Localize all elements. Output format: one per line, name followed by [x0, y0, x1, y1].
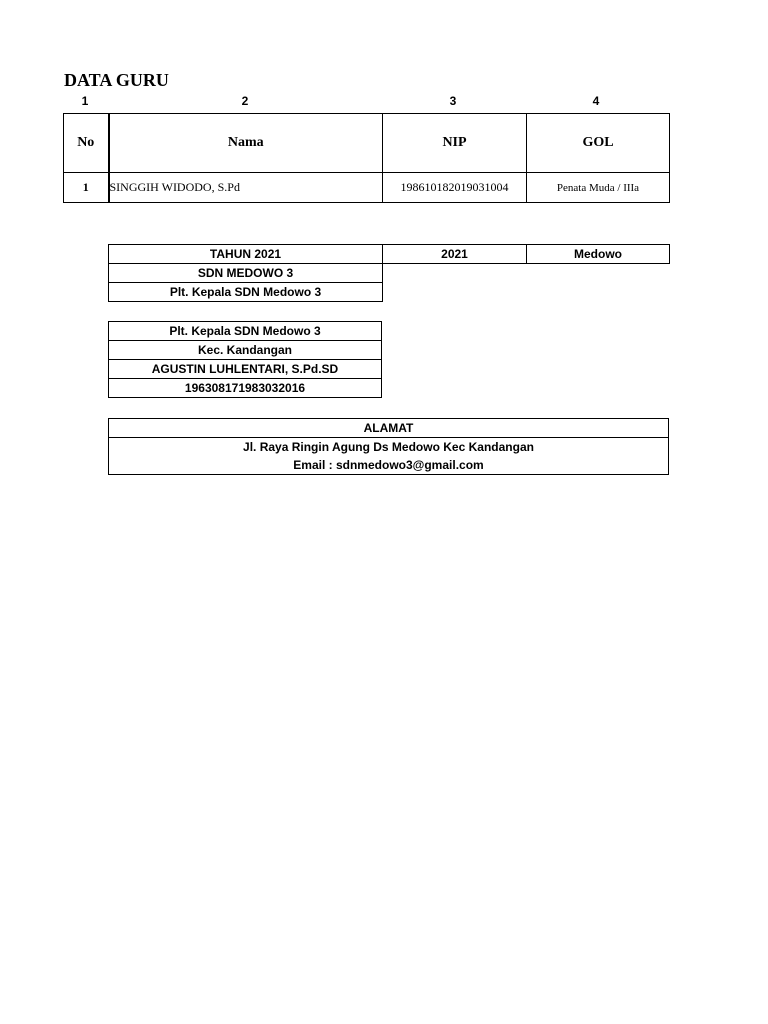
address-header: ALAMAT: [109, 419, 669, 438]
blank-cell: [383, 283, 670, 302]
email-line: Email : sdnmedowo3@gmail.com: [109, 456, 669, 475]
column-number-3: 3: [449, 94, 457, 108]
cell-nama: SINGGIH WIDODO, S.Pd: [109, 173, 383, 203]
header-nip: NIP: [383, 114, 527, 173]
column-number-2: 2: [241, 94, 249, 108]
blank-cell: [383, 264, 670, 283]
teacher-table-header: [64, 114, 670, 173]
header-nama: Nama: [109, 114, 383, 173]
position-cell: Plt. Kepala SDN Medowo 3: [109, 283, 383, 302]
place-cell: Medowo: [527, 245, 670, 264]
teacher-table: [63, 113, 670, 203]
signer-name: AGUSTIN LUHLENTARI, S.Pd.SD: [109, 360, 382, 379]
cell-no: 1: [64, 173, 109, 203]
cell-nip: 198610182019031004: [383, 173, 527, 203]
address-line: Jl. Raya Ringin Agung Ds Medowo Kec Kandangan: [109, 438, 669, 457]
column-number-4: 4: [592, 94, 600, 108]
column-number-1: 1: [81, 94, 89, 108]
address-table: [108, 418, 669, 475]
signer-table: [108, 321, 382, 398]
table-row: [64, 173, 670, 203]
page-title: DATA GURU: [64, 70, 169, 90]
school-cell: SDN MEDOWO 3: [109, 264, 383, 283]
header-no: No: [64, 114, 109, 173]
signer-position: Plt. Kepala SDN Medowo 3: [109, 322, 382, 341]
cell-gol: Penata Muda / IIIa: [527, 173, 670, 203]
year-cell: 2021: [383, 245, 527, 264]
signer-district: Kec. Kandangan: [109, 341, 382, 360]
year-table: [108, 244, 670, 302]
header-gol: GOL: [527, 114, 670, 173]
signer-nip: 196308171983032016: [109, 379, 382, 398]
column-numbers: [0, 94, 768, 110]
tahun-cell: TAHUN 2021: [109, 245, 383, 264]
